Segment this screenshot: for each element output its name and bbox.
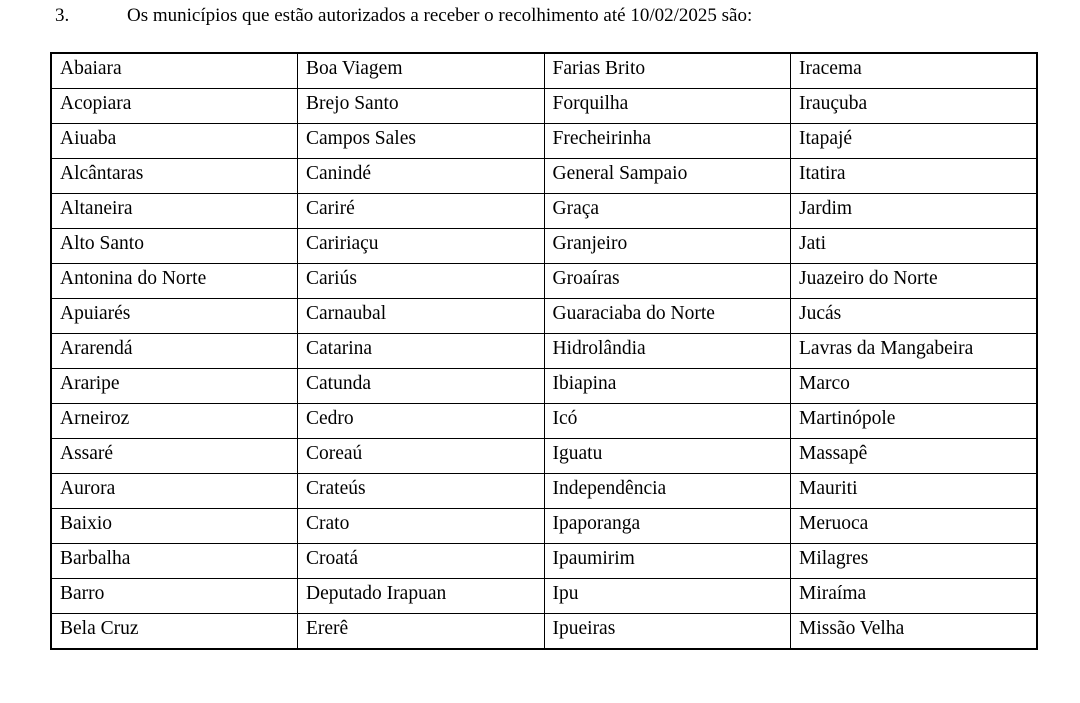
municipality-cell: Graça <box>544 194 791 229</box>
municipality-cell: Ererê <box>298 614 545 650</box>
municipality-cell: Ipaporanga <box>544 509 791 544</box>
table-row <box>51 404 1037 439</box>
municipality-cell: Bela Cruz <box>51 614 298 650</box>
table-row <box>51 194 1037 229</box>
municipality-cell: Ipu <box>544 579 791 614</box>
municipality-cell: Crato <box>298 509 545 544</box>
municipality-cell: Aiuaba <box>51 124 298 159</box>
municipality-cell: Forquilha <box>544 89 791 124</box>
table-row <box>51 159 1037 194</box>
municipality-cell: Baixio <box>51 509 298 544</box>
table-row <box>51 509 1037 544</box>
municipality-cell: Massapê <box>791 439 1038 474</box>
table-row <box>51 264 1037 299</box>
table-row <box>51 439 1037 474</box>
municipality-cell: Campos Sales <box>298 124 545 159</box>
municipality-cell: Jardim <box>791 194 1038 229</box>
municipality-cell: Mauriti <box>791 474 1038 509</box>
municipality-cell: Meruoca <box>791 509 1038 544</box>
municipality-cell: Boa Viagem <box>298 53 545 89</box>
municipality-cell: Aurora <box>51 474 298 509</box>
municipality-cell: Alcântaras <box>51 159 298 194</box>
table-row <box>51 299 1037 334</box>
table-row <box>51 579 1037 614</box>
municipality-cell: Cariré <box>298 194 545 229</box>
municipality-cell: Barro <box>51 579 298 614</box>
municipality-cell: General Sampaio <box>544 159 791 194</box>
municipality-cell: Frecheirinha <box>544 124 791 159</box>
municipality-cell: Ibiapina <box>544 369 791 404</box>
municipality-cell: Deputado Irapuan <box>298 579 545 614</box>
municipality-cell: Assaré <box>51 439 298 474</box>
table-row <box>51 89 1037 124</box>
municipality-cell: Catunda <box>298 369 545 404</box>
table-row <box>51 334 1037 369</box>
table-row <box>51 369 1037 404</box>
municipality-cell: Apuiarés <box>51 299 298 334</box>
municipality-cell: Altaneira <box>51 194 298 229</box>
municipality-cell: Brejo Santo <box>298 89 545 124</box>
municipality-cell: Ipaumirim <box>544 544 791 579</box>
municipality-cell: Icó <box>544 404 791 439</box>
municipality-cell: Acopiara <box>51 89 298 124</box>
municipality-cell: Alto Santo <box>51 229 298 264</box>
municipality-cell: Araripe <box>51 369 298 404</box>
municipality-cell: Granjeiro <box>544 229 791 264</box>
table-row <box>51 229 1037 264</box>
municipality-cell: Marco <box>791 369 1038 404</box>
municipality-cell: Antonina do Norte <box>51 264 298 299</box>
municipality-cell: Itapajé <box>791 124 1038 159</box>
paragraph-number: 3. <box>55 5 70 26</box>
table-row <box>51 124 1037 159</box>
municipality-cell: Guaraciaba do Norte <box>544 299 791 334</box>
municipality-cell: Itatira <box>791 159 1038 194</box>
municipalities-table <box>50 52 1038 650</box>
municipality-cell: Coreaú <box>298 439 545 474</box>
paragraph-heading <box>55 4 752 28</box>
municipality-cell: Caririaçu <box>298 229 545 264</box>
municipality-cell: Lavras da Mangabeira <box>791 334 1038 369</box>
municipality-cell: Missão Velha <box>791 614 1038 650</box>
municipality-cell: Catarina <box>298 334 545 369</box>
municipality-cell: Croatá <box>298 544 545 579</box>
municipality-cell: Hidrolândia <box>544 334 791 369</box>
municipality-cell: Arneiroz <box>51 404 298 439</box>
municipality-cell: Ipueiras <box>544 614 791 650</box>
municipality-cell: Farias Brito <box>544 53 791 89</box>
paragraph-text: Os municípios que estão autorizados a receber o recolhimento até 10/02/2025 são: <box>127 5 753 26</box>
table-row <box>51 53 1037 89</box>
municipalities-table-body <box>51 53 1037 649</box>
municipality-cell: Iguatu <box>544 439 791 474</box>
municipality-cell: Groaíras <box>544 264 791 299</box>
table-row <box>51 614 1037 650</box>
municipality-cell: Milagres <box>791 544 1038 579</box>
municipality-cell: Jucás <box>791 299 1038 334</box>
municipality-cell: Barbalha <box>51 544 298 579</box>
municipality-cell: Juazeiro do Norte <box>791 264 1038 299</box>
municipality-cell: Cariús <box>298 264 545 299</box>
municipality-cell: Independência <box>544 474 791 509</box>
municipality-cell: Iracema <box>791 53 1038 89</box>
municipality-cell: Miraíma <box>791 579 1038 614</box>
municipality-cell: Cedro <box>298 404 545 439</box>
municipality-cell: Martinópole <box>791 404 1038 439</box>
municipality-cell: Ararendá <box>51 334 298 369</box>
table-row <box>51 474 1037 509</box>
municipality-cell: Carnaubal <box>298 299 545 334</box>
municipality-cell: Irauçuba <box>791 89 1038 124</box>
municipality-cell: Jati <box>791 229 1038 264</box>
table-row <box>51 544 1037 579</box>
municipality-cell: Crateús <box>298 474 545 509</box>
municipality-cell: Canindé <box>298 159 545 194</box>
municipality-cell: Abaiara <box>51 53 298 89</box>
